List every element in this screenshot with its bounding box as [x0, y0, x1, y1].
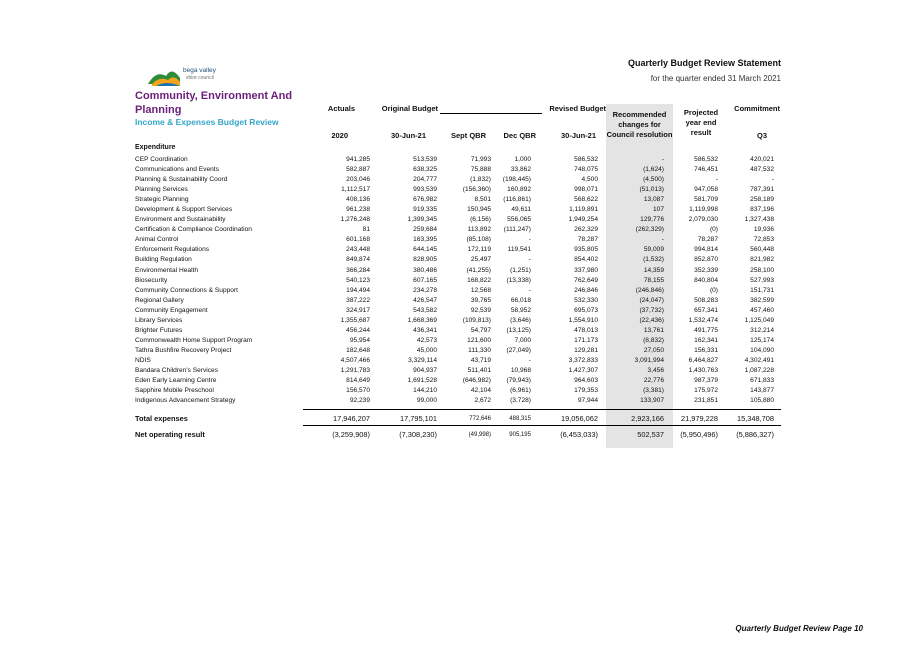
row-value: 42,573 — [416, 336, 437, 344]
row-value: 119,541 — [507, 246, 531, 254]
table-row — [135, 195, 774, 205]
header-recommended: Recommended changes for Council resolution — [606, 110, 673, 139]
table-row — [135, 356, 774, 366]
row-value: 125,174 — [750, 336, 774, 344]
row-label: Sapphire Mobile Preschool — [135, 387, 214, 395]
row-value: 92,239 — [349, 397, 370, 405]
row-value: 935,805 — [574, 246, 598, 254]
row-value: 1,327,438 — [744, 216, 774, 224]
row-value: 97,944 — [577, 397, 598, 405]
net-sept: (49,998) — [468, 431, 491, 438]
row-value: 66,018 — [510, 296, 531, 304]
row-value: (27,049) — [506, 346, 531, 354]
row-value: 39,765 — [470, 296, 491, 304]
total-revised: 19,056,062 — [561, 414, 598, 423]
row-value: 4,507,466 — [340, 356, 370, 364]
row-value: (1,832) — [470, 176, 491, 184]
row-label: Planning Services — [135, 186, 188, 194]
row-value: 8,501 — [474, 196, 491, 204]
row-value: 508,283 — [694, 296, 718, 304]
row-value: 556,065 — [507, 216, 531, 224]
row-value: 964,603 — [574, 377, 598, 385]
row-value: (109,813) — [462, 316, 491, 324]
row-value: 487,532 — [750, 166, 774, 174]
row-value: 75,888 — [470, 166, 491, 174]
row-label: Eden Early Learning Centre — [135, 377, 217, 385]
row-value: 1,554,910 — [568, 316, 598, 324]
row-label: Certification & Compliance Coordination — [135, 226, 252, 234]
row-value: (13,125) — [506, 326, 531, 334]
row-value: - — [661, 156, 664, 163]
row-value: 324,917 — [346, 306, 370, 314]
table-row — [135, 255, 774, 265]
row-value: 13,087 — [643, 196, 664, 204]
row-value: 456,244 — [346, 326, 370, 334]
row-value: (1,251) — [510, 266, 531, 274]
row-label: Communications and Events — [135, 166, 219, 174]
row-value: 156,570 — [346, 387, 370, 395]
row-value: 532,330 — [574, 296, 598, 304]
row-value: 92,539 — [470, 306, 491, 314]
row-label: Environmental Health — [135, 266, 199, 274]
row-value: 231,851 — [694, 397, 718, 405]
row-value: 586,532 — [694, 156, 718, 163]
row-value: 7,000 — [514, 336, 531, 344]
row-value: (22,436) — [639, 316, 664, 324]
row-value: 3,091,994 — [634, 356, 664, 364]
row-value: (1,532) — [643, 256, 664, 264]
row-value: 113,892 — [467, 226, 491, 234]
row-value: - — [715, 176, 718, 184]
row-value: (41,255) — [466, 266, 491, 274]
row-value: (0) — [709, 226, 718, 234]
row-value: 160,892 — [507, 186, 531, 194]
row-value: 601,168 — [346, 236, 370, 244]
table-row — [135, 155, 774, 165]
row-label: Library Services — [135, 316, 183, 324]
row-value: 904,937 — [413, 366, 437, 374]
row-value: 1,000 — [514, 156, 531, 163]
row-value: 111,330 — [468, 346, 491, 354]
row-value: 387,222 — [346, 296, 370, 304]
row-value: (6,156) — [470, 216, 491, 224]
row-value: 25,497 — [470, 256, 491, 264]
row-value: 45,000 — [416, 346, 437, 354]
row-value: (8,832) — [643, 336, 664, 344]
row-value: 582,887 — [346, 166, 370, 174]
table-row — [135, 296, 774, 306]
net-dec: 905,195 — [509, 431, 531, 438]
row-value: 78,155 — [643, 276, 664, 284]
row-value: 156,331 — [694, 346, 718, 354]
table-row — [135, 306, 774, 316]
row-value: 172,119 — [467, 246, 491, 254]
row-value: (85,108) — [466, 236, 491, 244]
table-row — [135, 396, 774, 406]
total-actuals: 17,946,207 — [333, 414, 370, 423]
row-value: (3,728) — [510, 397, 531, 405]
header-revised-date: 30-Jun-21 — [560, 131, 596, 140]
row-value: (51,013) — [639, 186, 664, 194]
row-value: 150,945 — [467, 206, 491, 214]
row-value: 947,058 — [694, 186, 718, 194]
row-value: 175,972 — [694, 387, 718, 395]
row-value: 998,071 — [574, 186, 598, 194]
row-value: (198,445) — [502, 176, 531, 184]
total-expenses-row — [135, 414, 774, 423]
row-value: 478,013 — [574, 326, 598, 334]
row-value: (79,943) — [506, 377, 531, 385]
row-label: Community Connections & Support — [135, 286, 238, 294]
row-value: 12,568 — [470, 286, 491, 294]
directorate-title: Community, Environment And Planning — [135, 90, 293, 116]
row-value: 194,494 — [346, 286, 370, 294]
row-value: 491,775 — [694, 326, 718, 334]
row-value: 408,136 — [346, 196, 370, 204]
row-value: 748,075 — [574, 166, 598, 174]
row-value: (116,861) — [503, 196, 531, 204]
row-value: 961,238 — [346, 206, 370, 214]
table-row — [135, 175, 774, 185]
row-value: 854,402 — [574, 256, 598, 264]
row-value: 4,500 — [581, 176, 598, 184]
row-value: 144,210 — [413, 387, 437, 395]
row-value: 42,104 — [470, 387, 491, 395]
row-value: 163,395 — [413, 236, 437, 244]
table-row — [135, 376, 774, 386]
row-value: (646,982) — [462, 377, 491, 385]
row-value: 3,456 — [647, 366, 664, 374]
expenditure-table — [135, 155, 774, 406]
row-value: 54,797 — [470, 326, 491, 334]
row-value: 676,982 — [413, 196, 437, 204]
table-row — [135, 386, 774, 396]
net-label: Net operating result — [135, 430, 205, 439]
row-value: 1,668,369 — [407, 316, 437, 324]
table-row — [135, 205, 774, 215]
row-value: 1,119,998 — [689, 206, 718, 214]
row-label: Regional Gallery — [135, 296, 184, 304]
qbr-group-rule — [440, 113, 542, 114]
row-value: 382,599 — [750, 296, 774, 304]
row-value: 105,880 — [750, 397, 774, 405]
row-value: 638,325 — [413, 166, 437, 174]
row-value: 81 — [362, 226, 370, 234]
row-value: 511,401 — [467, 366, 491, 374]
row-value: 121,600 — [467, 336, 491, 344]
total-top-rule — [303, 409, 781, 410]
row-value: (3,646) — [510, 316, 531, 324]
row-value: (24,047) — [639, 296, 664, 304]
row-value: 129,776 — [640, 216, 664, 224]
row-value: 262,329 — [574, 226, 598, 234]
row-value: 49,611 — [511, 206, 531, 214]
row-value: 852,870 — [694, 256, 718, 264]
row-value: 1,276,248 — [340, 216, 370, 224]
row-value: - — [528, 236, 531, 244]
header-actuals-year: 2020 — [331, 131, 348, 140]
row-value: 1,427,307 — [568, 366, 598, 374]
row-value: 420,021 — [750, 156, 774, 163]
row-label: Planning & Sustainability Coord — [135, 176, 228, 184]
table-row — [135, 235, 774, 245]
header-dec-qbr: Dec QBR — [503, 131, 536, 140]
row-value: 168,822 — [467, 276, 491, 284]
row-value: 10,968 — [510, 366, 531, 374]
row-value: 1,087,228 — [744, 366, 774, 374]
row-value: 234,278 — [413, 286, 437, 294]
header-original-budget: Original Budget — [381, 104, 438, 113]
logo-text-bottom: shire council — [186, 75, 214, 81]
header-commitment-q3: Q3 — [756, 131, 767, 140]
header-actuals: Actuals — [327, 104, 355, 113]
row-value: 814,649 — [346, 377, 370, 385]
row-value: 14,359 — [643, 266, 664, 274]
council-logo — [146, 62, 232, 90]
row-label: Development & Support Services — [135, 206, 233, 214]
table-row — [135, 336, 774, 346]
table-row — [135, 185, 774, 195]
row-label: Bandara Children's Services — [135, 366, 218, 374]
row-label: Enforcement Regulations — [135, 246, 210, 254]
row-value: (1,624) — [643, 166, 664, 174]
row-value: 352,339 — [694, 266, 718, 274]
row-value: 987,379 — [694, 377, 718, 385]
total-sept: 772,646 — [469, 415, 491, 422]
row-value: 204,777 — [413, 176, 437, 184]
row-value: 43,719 — [470, 356, 491, 364]
row-value: 13,761 — [643, 326, 664, 334]
row-value: 527,993 — [750, 276, 774, 284]
row-value: 1,119,891 — [569, 206, 598, 214]
row-value: 133,907 — [640, 397, 664, 405]
row-value: 143,877 — [750, 387, 774, 395]
budget-review-subtitle: Income & Expenses Budget Review — [135, 117, 279, 127]
row-label: Environment and Sustainability — [135, 216, 226, 224]
row-value: 71,993 — [470, 156, 491, 163]
row-value: 19,936 — [753, 226, 774, 234]
table-row — [135, 245, 774, 255]
row-value: 2,079,030 — [688, 216, 718, 224]
logo-text-top: bega valley — [183, 67, 216, 74]
row-value: 312,214 — [750, 326, 774, 334]
row-value: 3,372,833 — [568, 356, 598, 364]
header-projected: Projected year end result — [683, 108, 719, 137]
row-value: 849,874 — [346, 256, 370, 264]
row-value: 568,622 — [574, 196, 598, 204]
row-label: Community Engagement — [135, 306, 208, 314]
row-value: (156,360) — [462, 186, 491, 194]
row-value: 543,582 — [413, 306, 437, 314]
row-label: Tathra Bushfire Recovery Project — [135, 346, 232, 354]
row-value: 1,532,474 — [688, 316, 718, 324]
row-value: 3,329,114 — [408, 356, 437, 364]
total-original: 17,795,101 — [400, 414, 437, 423]
row-value: 162,341 — [694, 336, 718, 344]
page-footer: Quarterly Budget Review Page 10 — [735, 624, 863, 633]
row-value: 72,853 — [753, 236, 774, 244]
row-value: (4,500) — [643, 176, 664, 184]
row-value: 104,090 — [750, 346, 774, 354]
row-value: 1,112,517 — [341, 186, 370, 194]
row-value: 59,009 — [643, 246, 664, 254]
row-label: Biosecurity — [135, 276, 168, 284]
row-value: 695,073 — [574, 306, 598, 314]
row-value: 581,709 — [694, 196, 718, 204]
row-value: 837,196 — [750, 206, 774, 214]
row-label: Indigenous Advancement Strategy — [135, 397, 236, 405]
net-original: (7,308,230) — [399, 430, 437, 439]
row-value: 671,833 — [750, 377, 774, 385]
row-value: 840,804 — [694, 276, 718, 284]
row-value: 1,430,763 — [688, 366, 718, 374]
row-value: 33,862 — [510, 166, 531, 174]
row-value: (111,247) — [503, 226, 531, 234]
row-value: 540,123 — [346, 276, 370, 284]
row-value: 1,949,254 — [568, 216, 598, 224]
row-value: 828,905 — [413, 256, 437, 264]
row-value: 203,046 — [346, 176, 370, 184]
row-value: 1,125,049 — [744, 316, 774, 324]
row-value: 513,539 — [413, 156, 437, 163]
row-value: (37,732) — [639, 306, 664, 314]
row-value: 2,672 — [474, 397, 491, 405]
row-value: 746,451 — [694, 166, 718, 174]
row-value: (262,329) — [635, 226, 664, 234]
row-label: NDIS — [135, 356, 151, 364]
row-label: Brighter Futures — [135, 326, 183, 334]
row-value: 644,145 — [413, 246, 437, 254]
table-row — [135, 225, 774, 235]
row-value: 182,648 — [346, 346, 370, 354]
row-value: 151,731 — [750, 286, 774, 294]
total-projected: 21,979,228 — [681, 414, 718, 423]
row-value: 941,285 — [346, 156, 370, 163]
row-value: 107 — [652, 206, 664, 214]
row-value: 787,391 — [750, 186, 774, 194]
row-value: - — [771, 176, 774, 184]
row-value: - — [528, 356, 531, 364]
row-value: 426,547 — [413, 296, 437, 304]
row-value: 762,649 — [574, 276, 598, 284]
row-value: (3,381) — [643, 387, 664, 395]
row-value: 586,532 — [574, 156, 598, 163]
header-revised-budget: Revised Budget — [549, 104, 606, 113]
row-value: 560,448 — [750, 246, 774, 254]
row-value: 1,291,783 — [340, 366, 370, 374]
report-subtitle: for the quarter ended 31 March 2021 — [650, 74, 781, 83]
row-value: - — [528, 256, 531, 264]
table-row — [135, 215, 774, 225]
row-value: 258,189 — [750, 196, 774, 204]
row-label: Strategic Planning — [135, 196, 189, 204]
row-value: 129,281 — [574, 346, 598, 354]
row-value: 99,000 — [416, 397, 437, 405]
table-row — [135, 326, 774, 336]
row-value: (6,961) — [510, 387, 531, 395]
net-projected: (5,950,496) — [680, 430, 718, 439]
row-value: 246,846 — [574, 286, 598, 294]
row-value: 78,287 — [697, 236, 718, 244]
row-value: 243,448 — [346, 246, 370, 254]
row-value: 657,341 — [694, 306, 718, 314]
row-value: 78,287 — [577, 236, 598, 244]
table-row — [135, 165, 774, 175]
table-row — [135, 366, 774, 376]
row-value: 1,355,687 — [340, 316, 370, 324]
row-value: (13,338) — [506, 276, 531, 284]
row-value: 821,982 — [750, 256, 774, 264]
row-value: 607,165 — [413, 276, 437, 284]
net-commitment: (5,886,327) — [736, 430, 774, 439]
row-value: (0) — [709, 286, 718, 294]
row-value: 6,464,827 — [688, 356, 718, 364]
row-value: 994,814 — [694, 246, 718, 254]
table-row — [135, 276, 774, 286]
total-commitment: 15,348,708 — [737, 414, 774, 423]
row-value: 337,980 — [574, 266, 598, 274]
row-value: 457,460 — [750, 306, 774, 314]
row-value: 179,353 — [574, 387, 598, 395]
table-row — [135, 346, 774, 356]
row-value: 27,050 — [643, 346, 664, 354]
table-row — [135, 316, 774, 326]
row-value: 1,691,528 — [407, 377, 437, 385]
table-row — [135, 266, 774, 276]
row-label: Animal Control — [135, 236, 179, 244]
total-bottom-rule — [303, 425, 781, 426]
row-value: 993,539 — [413, 186, 437, 194]
net-actuals: (3,259,908) — [332, 430, 370, 439]
row-value: - — [661, 236, 664, 244]
total-dec: 488,315 — [509, 415, 531, 422]
row-label: CEP Coordination — [135, 156, 188, 163]
row-value: - — [528, 286, 531, 294]
row-value: 258,100 — [750, 266, 774, 274]
row-value: 919,335 — [413, 206, 437, 214]
section-expenditure: Expenditure — [135, 144, 176, 151]
header-sept-qbr: Sept QBR — [450, 131, 486, 140]
row-label: Commonwealth Home Support Program — [135, 336, 253, 344]
report-title: Quarterly Budget Review Statement — [627, 58, 781, 68]
net-operating-row — [135, 430, 774, 439]
row-value: 1,399,345 — [407, 216, 437, 224]
header-original-date: 30-Jun-21 — [390, 131, 426, 140]
row-value: 22,776 — [643, 377, 664, 385]
table-row — [135, 286, 774, 296]
row-value: 366,284 — [346, 266, 370, 274]
total-label: Total expenses — [135, 414, 188, 423]
total-recommended: 2,923,166 — [631, 414, 664, 423]
row-value: 58,952 — [510, 306, 531, 314]
row-value: (246,846) — [635, 286, 664, 294]
row-value: 380,486 — [413, 266, 437, 274]
row-label: Building Regulation — [135, 256, 192, 264]
row-value: 171,173 — [574, 336, 598, 344]
row-value: 95,954 — [349, 336, 370, 344]
net-recommended: 502,537 — [637, 430, 664, 439]
header-commitment: Commitment — [734, 104, 780, 113]
row-value: 259,684 — [413, 226, 437, 234]
net-revised: (6,453,033) — [560, 430, 598, 439]
row-value: 436,341 — [413, 326, 437, 334]
row-value: 4,302,491 — [744, 356, 774, 364]
